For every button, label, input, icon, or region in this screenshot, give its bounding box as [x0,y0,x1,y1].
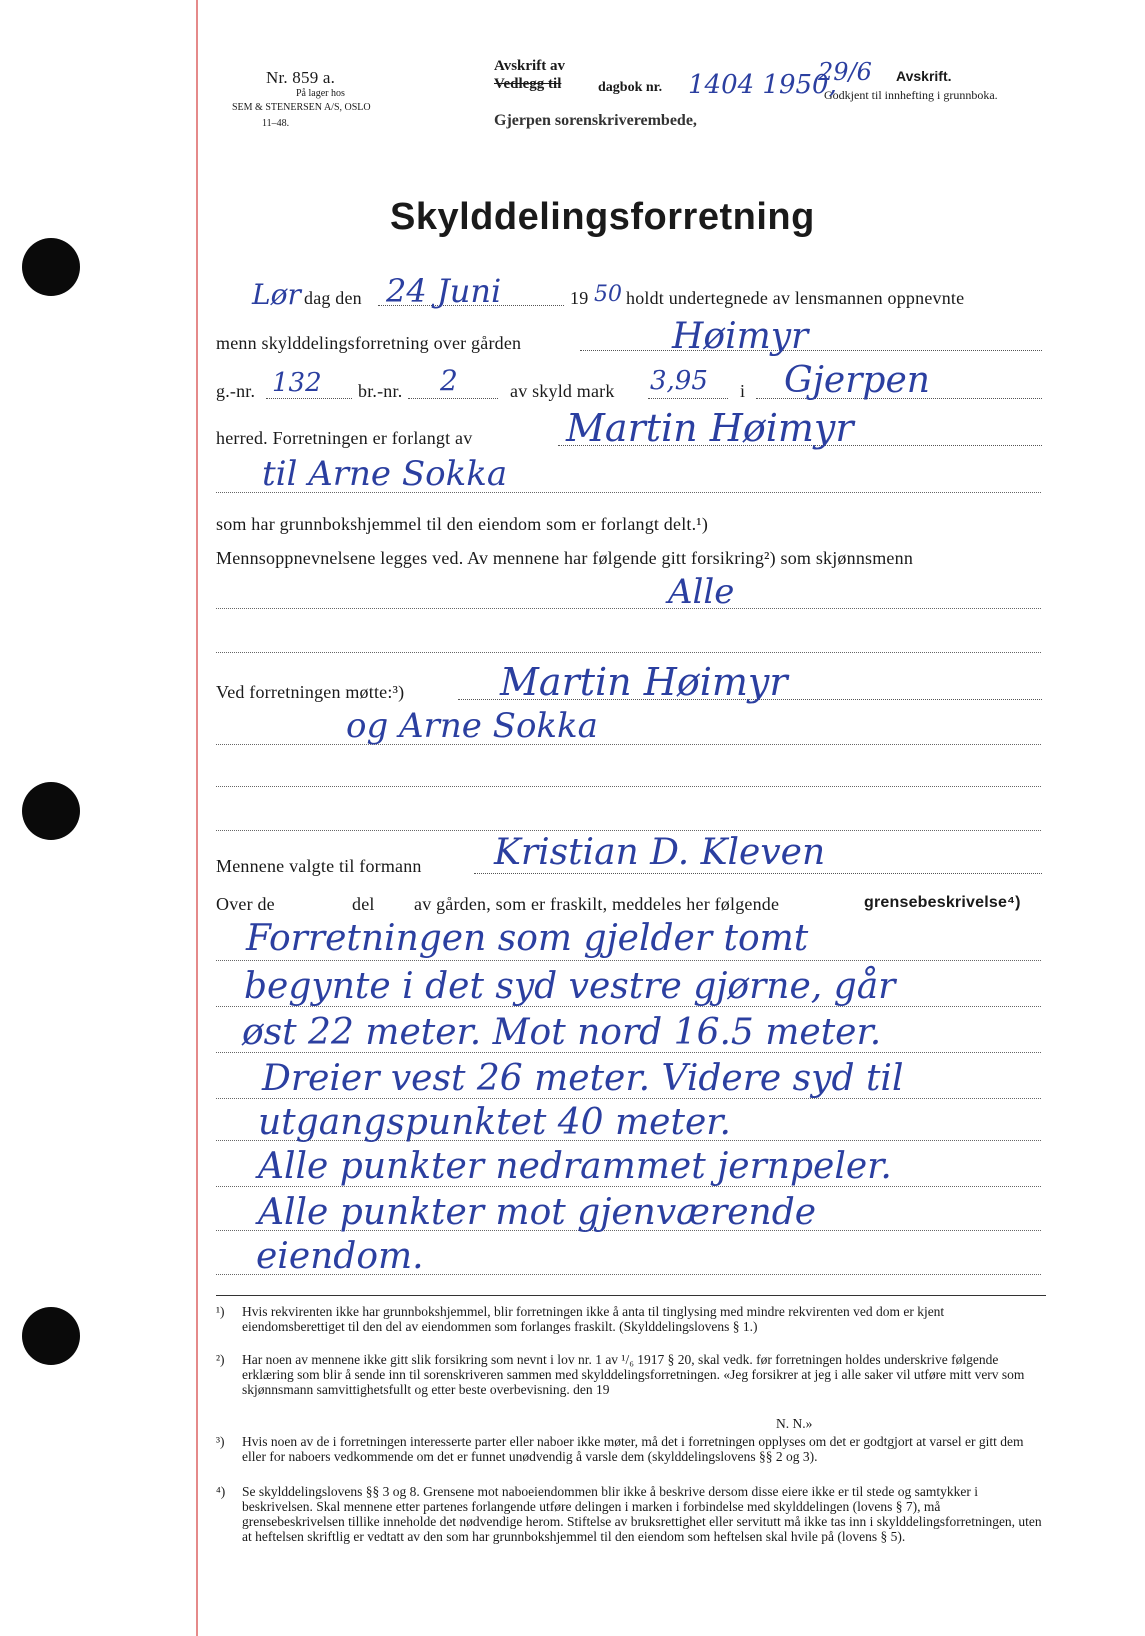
copy-stamp-struck: Vedlegg til [494,76,562,92]
label-century: 19 [570,288,589,308]
journal-label: dagbok nr. [598,80,663,95]
hw-desc-line: Dreier vest 26 meter. Videre syd til [262,1058,904,1099]
label-day: dag den [304,288,362,308]
hw-date: 24 Juni [386,272,502,310]
label-held: holdt undertegnede av lensmannen oppnevnte [626,288,965,308]
journal-number: 1404 1950, [688,70,837,100]
label-grensebeskrivelse: grensebeskrivelse⁴) [864,894,1021,911]
hw-all: Alle [668,572,735,612]
binder-hole [22,782,80,840]
footnote-number: ²) [216,1352,225,1367]
hw-year: 50 [594,282,622,307]
hw-farm: Høimyr [672,316,809,357]
label-gnr: g.-nr. [216,381,256,401]
label-requested-by: herred. Forretningen er forlangt av [216,428,473,448]
text-appointments: Mennsoppnevnelsene legges ved. Av mennene har følgende gitt forsikring²) som skjønnsmenn [216,548,914,568]
hw-desc-line: Alle punkter nedrammet jernpeler. [258,1146,892,1187]
label-in: i [740,381,746,401]
hw-desc-line: utgangspunktet 40 meter. [258,1102,731,1143]
text-grunnbok: som har grunnbokshjemmel til den eiendom som er forlangt delt.¹) [216,514,709,534]
hw-desc-line: Alle punkter mot gjenværende [258,1192,817,1233]
hw-weekday: Lør [252,278,301,311]
hw-present-2: og Arne Sokka [346,706,598,746]
hw-gnr: 132 [272,368,322,398]
binder-hole [22,1307,80,1365]
label-part: del [352,894,375,914]
footnote-number: ⁴) [216,1484,226,1499]
footnote-text: Har noen av mennene ikke gitt slik forsikring som nevnt i lov nr. 1 av ¹/₆ 1917 § 20, skal vedk. før forretningen holdes underskrive følgende erklæring som blir å sende inn til sorenskriveren sammen med skylddelingsforretningen. «Jeg forsikrer at jeg i alle saker vil utføre mitt verv som skjønnsmann samvittighetsfullt og etter beste overbevisning. den 19 [242,1352,1025,1397]
document-title: Skylddelingsforretning [390,196,815,238]
print-date: 11–48. [262,118,290,129]
hw-present-1: Martin Høimyr [500,660,788,704]
hw-desc-line: øst 22 meter. Mot nord 16.5 meter. [242,1012,882,1053]
hw-recipient: til Arne Sokka [262,454,508,494]
footnote-text: Hvis noen av de i forretningen interesserte parter eller naboer ikke møter, må det i forretningen opplyses om det er godtgjort at varsel er gitt dem eller for naboers vedkommende om det er funnet unødvendig å varsle dem (skylddelingslovens §§ 2 og 3). [242,1434,1024,1464]
red-margin-line [196,0,198,1636]
label-skyld: av skyld mark [510,381,615,401]
stock-line: På lager hos [296,88,345,99]
approved-note: Godkjent til innhefting i grunnboka. [824,88,998,102]
form-number: Nr. 859 a. [266,68,336,87]
label-fraskilt: av gården, som er fraskilt, meddeles her følgende [414,894,780,914]
footnote-number: ³) [216,1434,225,1449]
footnote-number: ¹) [216,1304,225,1319]
footnote-text: Hvis rekvirenten ikke har grunnbokshjemmel, blir forretningen ikke å anta til tinglysing med mindre rekvirenten ved dom er kjent eiendomsberettiget til den del av eiendommen som forlanges fraskilt. (Skylddelingslovens § 1.) [242,1304,945,1334]
footnote-text: N. N.» [776,1416,813,1431]
hw-desc-line: eiendom. [256,1236,424,1277]
journal-date: 29/6 [818,58,872,86]
footnote-separator [216,1295,1046,1296]
label-farm: menn skylddelingsforretning over gården [216,333,522,353]
avskrift-label: Avskrift. [896,68,952,84]
label-chairman: Mennene valgte til formann [216,856,422,876]
hw-bnr: 2 [440,364,458,397]
hw-desc-line: Forretningen som gjelder tomt [246,918,809,959]
office-stamp: Gjerpen sorenskriverembede, [494,112,697,129]
hw-desc-line: begynte i det syd vestre gjørne, går [244,966,896,1007]
copy-stamp: Avskrift av [494,58,565,74]
label-bnr: br.-nr. [358,381,403,401]
publisher: SEM & STENERSEN A/S, OSLO [232,102,371,113]
hw-skyld: 3,95 [650,366,708,396]
label-present: Ved forretningen møtte:³) [216,682,405,702]
footnote-text: Se skylddelingslovens §§ 3 og 8. Grensene mot naboeiendommen blir ikke å beskrive dersom disse eiere ikke er til stede og samtykker i beskrivelsen. Skal mennene etter partenes forlangende utføre delingen i marken i forbindelse med skylddelingen (lovens § 7), må grensebeskrivelsen tillike inneholde det nødvendige herom. Stiftelse av bruksrettighet eller servitutt må ikke tas inn i skylddelingsforretningen, uten at heftelsen skriftlig er vedtatt av den som har grunnbokshjemmel til den eiendom som heftelsen skal hvile på (lovens § 5). [242,1484,1042,1544]
binder-hole [22,238,80,296]
hw-requester: Martin Høimyr [566,406,854,450]
label-over: Over de [216,894,275,914]
hw-herred: Gjerpen [784,360,930,401]
hw-chairman: Kristian D. Kleven [494,832,826,873]
